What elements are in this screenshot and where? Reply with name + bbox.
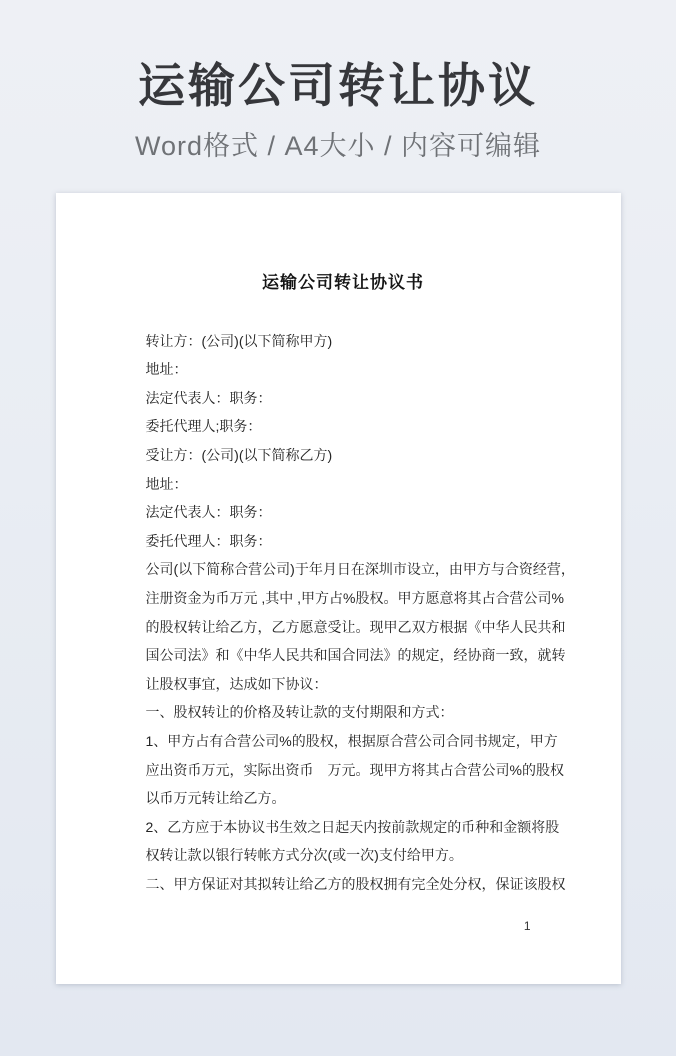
document-line: 的股权转让给乙方，乙方愿意受让。现甲乙双方根据《中华人民共和 (145, 618, 566, 635)
document-line: 让股权事宜，达成如下协议： (145, 675, 328, 692)
document-line: 委托代理人：职务： (145, 532, 272, 549)
document-line: 权转让款以银行转帐方式分次(或一次)支付给甲方。 (145, 847, 463, 864)
document-line: 地址： (145, 361, 188, 378)
document-body (145, 327, 575, 899)
document-line: 委托代理人;职务： (145, 418, 262, 435)
document-line: 2、乙方应于本协议书生效之日起天内按前款规定的币种和金额将股 (145, 818, 560, 835)
document-title: 运输公司转让协议书 (262, 272, 424, 292)
document-line: 应出资币万元，实际出资币 万元。现甲方将其占合营公司%的股权 (145, 761, 564, 778)
document-line: 二、甲方保证对其拟转让给乙方的股权拥有完全处分权，保证该股权 (145, 875, 566, 892)
page-title: 运输公司转让协议 (138, 59, 538, 112)
document-line: 以币万元转让给乙方。 (145, 790, 286, 807)
document-line: 注册资金为币万元 ,其中 ,甲方占%股权。甲方愿意将其占合营公司% (145, 589, 564, 606)
document-page (56, 193, 621, 984)
document-line: 受让方：(公司)(以下简称乙方) (145, 447, 333, 463)
header (0, 0, 676, 163)
document-line: 地址： (145, 475, 188, 492)
document-line: 一、股权转让的价格及转让款的支付期限和方式： (145, 704, 454, 721)
page-subtitle: Word格式 / A4大小 / 内容可编辑 (134, 130, 542, 161)
document-line: 法定代表人：职务： (145, 389, 272, 406)
document-line: 法定代表人：职务： (145, 504, 272, 521)
page-number: 1 (523, 918, 531, 933)
document-line: 转让方：(公司)(以下简称甲方) (145, 332, 333, 349)
document-line: 公司(以下简称合营公司)于年月日在深圳市设立，由甲方与合资经营， (145, 561, 575, 578)
document-line: 1、甲方占有合营公司%的股权，根据原合营公司合同书规定，甲方 (145, 732, 558, 749)
document-line: 国公司法》和《中华人民共和国合同法》的规定，经协商一致，就转 (145, 647, 566, 664)
